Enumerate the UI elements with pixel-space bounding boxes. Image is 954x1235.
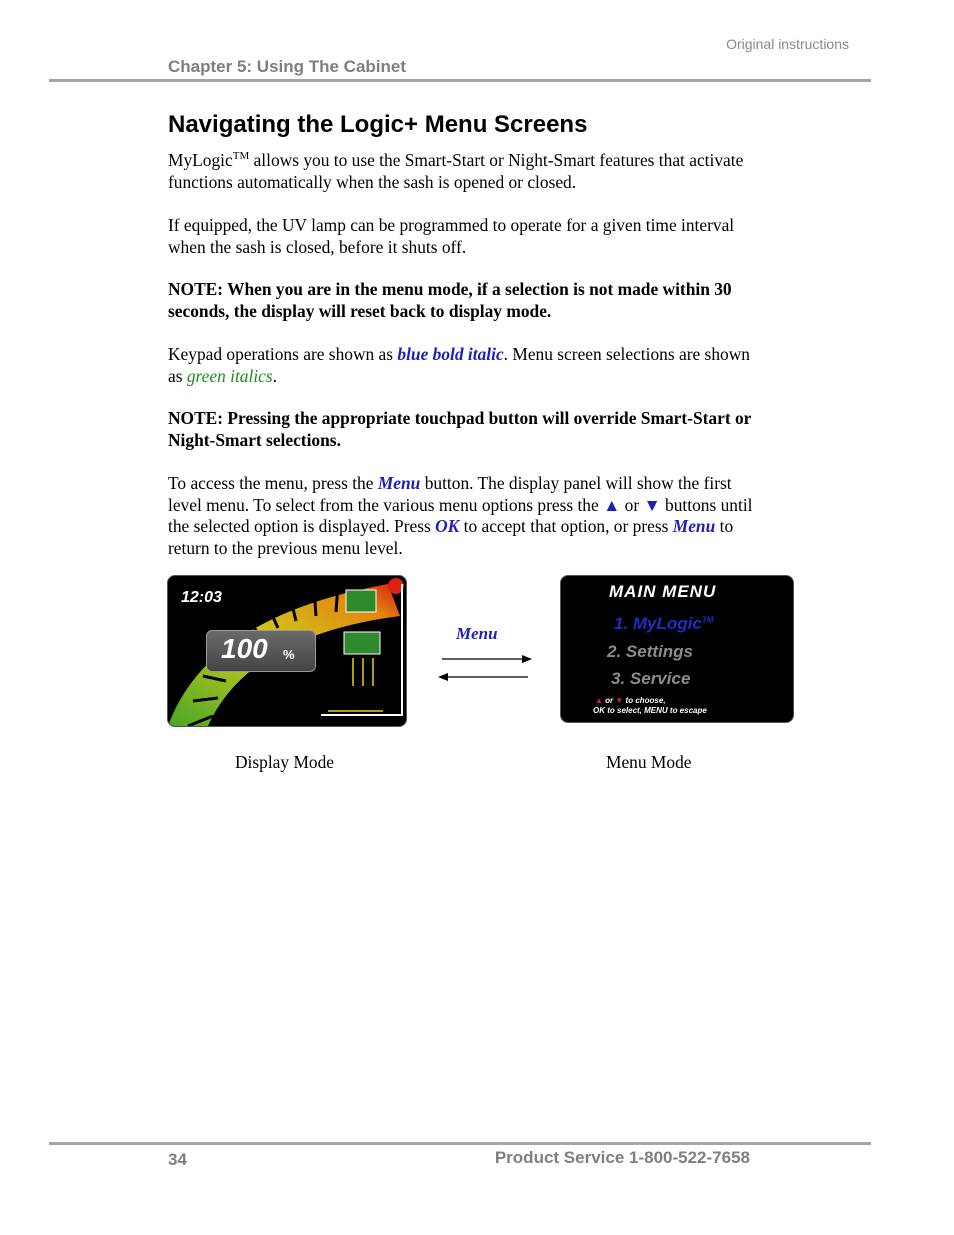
trademark-sup: TM <box>232 150 250 163</box>
paragraph-text: . Menu screen selections are shown as <box>168 344 750 386</box>
menu-option-settings: 2. Settings <box>607 642 693 661</box>
paragraph-text: . <box>272 365 278 386</box>
cabinet-outline <box>321 584 403 716</box>
header-rule <box>49 79 871 82</box>
up-arrow-icon: ▲ <box>603 494 621 515</box>
menu-help-line-1 <box>595 696 666 705</box>
paragraph-uv-lamp: If equipped, the UV lamp can be programmed to operate for a given time interval when the sash is closed, before it shuts off. <box>168 215 735 257</box>
display-mode-screen <box>167 575 407 727</box>
caption-display-mode: Display Mode <box>235 752 335 772</box>
menu-mode-screen <box>560 575 794 723</box>
paragraph-text: or <box>620 494 644 515</box>
paragraph-text: allows you to use the Smart-Start or Night-Smart features that activate functions automatically when the sash is opened or closed. <box>168 150 744 192</box>
caption-menu-mode: Menu Mode <box>606 752 692 772</box>
product-service-phone: Product Service 1-800-522-7658 <box>494 1148 750 1167</box>
page-number: 34 <box>168 1150 187 1169</box>
menu-key-ref: Menu <box>672 516 716 536</box>
note-menu-timeout: NOTE: When you are in the menu mode, if a selection is not made within 30 seconds, the display will reset back to display mode. <box>168 279 732 321</box>
down-triangle-icon: ▼ <box>615 696 624 705</box>
down-arrow-icon: ▼ <box>643 494 661 515</box>
help-text: or <box>605 696 614 705</box>
up-triangle-icon: ▲ <box>595 696 603 705</box>
paragraph-text: button. The display panel will show the first level menu. To select from the various menu options press the <box>168 473 732 515</box>
trademark-sup: TM <box>701 615 714 625</box>
paragraph-access-menu <box>168 473 768 559</box>
original-instructions-note: Original instructions <box>726 36 849 52</box>
menu-option-service: 3. Service <box>611 669 691 688</box>
mode-transition-arrows <box>436 650 536 684</box>
paragraph-text: To access the menu, press the <box>168 473 378 493</box>
paragraph-text: buttons until the selected option is displayed. Press <box>168 494 753 536</box>
menu-option-mylogic <box>614 614 713 634</box>
mylogic-term: MyLogic <box>168 150 233 170</box>
menu-help-line-2: OK to select, MENU to escape <box>593 706 707 715</box>
note-touchpad-override: NOTE: Pressing the appropriate touchpad button will override Smart-Start or Night-Smart selections. <box>168 408 752 450</box>
menu-title: MAIN MENU <box>609 582 717 601</box>
airflow-percent-unit: % <box>283 647 295 662</box>
paragraph-text: to accept that option, or press <box>459 516 673 536</box>
ok-key-ref: OK <box>435 516 460 536</box>
menu-key-ref: Menu <box>377 473 421 493</box>
paragraph-text: Keypad operations are shown as <box>168 344 398 364</box>
section-title: Navigating the Logic+ Menu Screens <box>168 111 588 138</box>
footer-rule <box>49 1142 871 1145</box>
airflow-percent-box <box>206 630 316 672</box>
menu-arrow-label: Menu <box>456 624 498 643</box>
paragraph-text: to return to the previous menu level. <box>168 516 734 558</box>
help-text: to choose, <box>625 696 666 705</box>
keypad-style-example: blue bold italic <box>397 344 504 364</box>
menu-option-label: 1. MyLogic <box>614 614 702 633</box>
airflow-percent-value: 100 <box>221 633 268 664</box>
chapter-header: Chapter 5: Using The Cabinet <box>168 57 407 76</box>
paragraph-mylogic <box>168 150 768 193</box>
menu-style-example: green italics <box>186 365 273 386</box>
paragraph-conventions <box>168 344 768 387</box>
clock-readout: 12:03 <box>181 589 222 606</box>
